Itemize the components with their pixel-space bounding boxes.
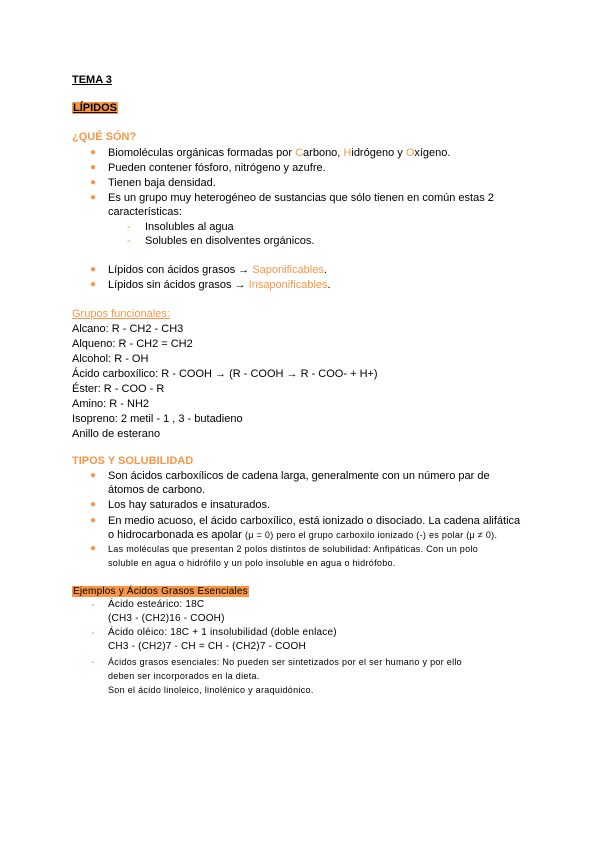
ejemplo-esenciales-line-1: Ácidos grasos esenciales: No pueden ser sintetizados por el ser humano y por ello xyxy=(108,657,462,667)
grupo-line: Isopreno: 2 metil - 1 , 3 - butadieno xyxy=(72,413,243,425)
tema-label: TEMA 3 xyxy=(72,74,112,86)
title-highlight: LÍPIDOS xyxy=(73,102,118,114)
bullet-icon: ● xyxy=(90,470,97,481)
ejemplo-oleico-line-1: Ácido oléico: 18C + 1 insolubilidad (doble enlace) xyxy=(108,627,337,638)
dash-icon: - xyxy=(91,656,95,668)
grupo-line: Éster: R - COO - R xyxy=(72,383,165,395)
grupo-line: Alcano: R - CH2 - CH3 xyxy=(72,323,184,335)
tipos-item-4-line-1: Las moléculas que presentan 2 polos distintos de solubilidad: Anfipáticas. Con un polo xyxy=(108,544,479,554)
tipos-item-4-line-2: soluble en agua o hidrófilo y un polo insoluble en agua o hidrófobo. xyxy=(108,558,396,568)
grupos-heading: Grupos funcionales: xyxy=(72,308,170,320)
que-son-item-1: Biomoléculas orgánicas formadas por Carbono, Hidrógeno y Oxígeno. xyxy=(108,147,451,159)
que-son-item-3: Tienen baja densidad. xyxy=(108,177,216,189)
dash-icon: - xyxy=(127,235,131,247)
bullet-icon: ● xyxy=(90,192,97,203)
grupo-line: Anillo de esterano xyxy=(72,428,161,440)
dash-icon: - xyxy=(91,627,95,639)
que-son-item-4-line-2: características: xyxy=(108,206,182,218)
ejemplos-heading: Ejemplos y Ácidos Grasos Esenciales xyxy=(73,586,248,597)
bullet-icon: ● xyxy=(90,515,97,526)
page-title xyxy=(72,101,118,115)
tipos-heading: TIPOS Y SOLUBILIDAD xyxy=(72,455,194,467)
bullet-icon: ● xyxy=(90,543,97,554)
ejemplo-estearico-line-2: (CH3 - (CH2)16 - COOH) xyxy=(108,613,225,624)
bullet-icon: ● xyxy=(90,264,97,275)
dash-icon: - xyxy=(127,221,131,233)
bullet-icon: ● xyxy=(90,499,97,510)
grupo-line: Alqueno: R - CH2 = CH2 xyxy=(72,338,193,350)
ejemplo-esenciales-line-2: deben ser incorporados en la dieta. xyxy=(108,671,260,681)
grupo-line: Amino: R - NH2 xyxy=(72,398,150,410)
tipos-item-2: Los hay saturados e insaturados. xyxy=(108,499,271,511)
que-son-item-insaponificables: Lípidos sin ácidos grasos → Insaponificables. xyxy=(108,279,331,291)
tipos-item-3-line-2: o hidrocarbonada es apolar (μ = 0) pero el grupo carboxilo ionizado (-) es polar (μ ≠ 0). xyxy=(108,529,498,541)
tipos-item-1-line-2: átomos de carbono. xyxy=(108,484,206,496)
que-son-item-saponificables: Lípidos con ácidos grasos → Saponificables. xyxy=(108,264,327,276)
ejemplo-oleico-line-2: CH3 - (CH2)7 - CH = CH - (CH2)7 - COOH xyxy=(108,641,306,652)
bullet-icon: ● xyxy=(90,162,97,173)
sub-item-solubles: Solubles en disolventes orgánicos. xyxy=(145,235,315,247)
ejemplo-esenciales-line-3: Son el ácido linoleico, linolénico y araquidónico. xyxy=(108,685,314,695)
bullet-icon: ● xyxy=(90,177,97,188)
que-son-item-4-line-1: Es un grupo muy heterogéneo de sustancias que sólo tienen en común estas 2 xyxy=(108,192,494,204)
sub-item-insolubles: Insolubles al agua xyxy=(145,221,234,233)
bullet-icon: ● xyxy=(90,279,97,290)
grupo-line: Ácido carboxílico: R - COOH → (R - COOH → R - COO- + H+) xyxy=(72,368,378,380)
que-son-item-2: Pueden contener fósforo, nitrógeno y azufre. xyxy=(108,162,326,174)
bullet-icon: ● xyxy=(90,147,97,158)
que-son-heading: ¿QUÉ SÓN? xyxy=(72,131,137,143)
ejemplo-estearico-line-1: Ácido esteárico: 18C xyxy=(108,599,205,610)
tipos-item-3-line-1: En medio acuoso, el ácido carboxílico, está ionizado o disociado. La cadena alifática xyxy=(108,515,521,527)
tipos-item-1-line-1: Son ácidos carboxílicos de cadena larga, generalmente con un número par de xyxy=(108,470,490,482)
grupo-line: Alcohol: R - OH xyxy=(72,353,149,365)
dash-icon: - xyxy=(91,599,95,611)
